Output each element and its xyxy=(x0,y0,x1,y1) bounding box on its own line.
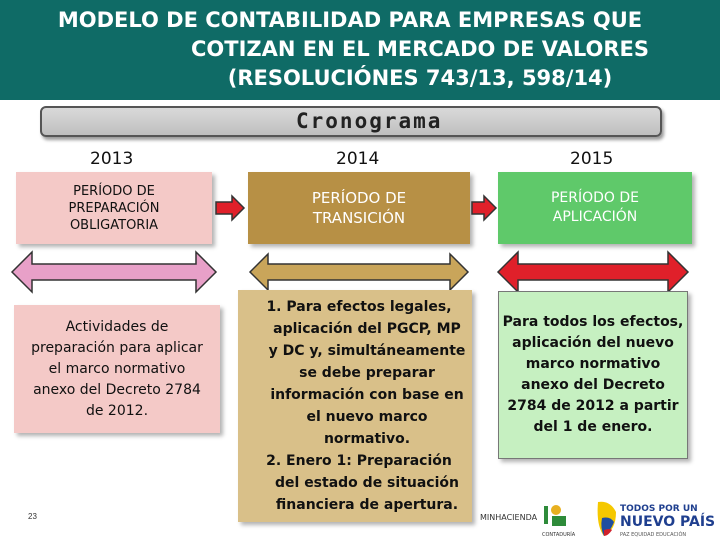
preparation-description-text: Actividades de preparación para aplicar el marco normativo anexo del Decreto 2784 de 2012. xyxy=(31,318,203,419)
phase-preparation-label: PERÍODO DE PREPARACIÓN OBLIGATORIA xyxy=(68,183,160,233)
footer-logos xyxy=(478,496,720,540)
transition-list xyxy=(244,296,466,516)
phase-transition-label: PERÍODO DE TRANSICIÓN xyxy=(311,189,407,227)
slogan-line-2: NUEVO PAÍS xyxy=(620,514,716,530)
application-description-text: Para todos los efectos, aplicación del nuevo marco normativo anexo del Decreto 2784 de 2012 a partir del 1 de enero. xyxy=(502,314,684,435)
year-2013: 2013 xyxy=(90,149,134,169)
phase-application-label: PERÍODO DE APLICACIÓN xyxy=(550,190,640,225)
year-2015: 2015 xyxy=(570,149,614,169)
page-number: 23 xyxy=(28,512,37,521)
slogan-line-1: TODOS POR UN xyxy=(620,504,698,514)
contaduria-logo-text: CONTADURÍA xyxy=(542,532,576,538)
transition-description xyxy=(238,290,472,522)
preparation-description xyxy=(14,305,220,433)
colombia-flag-icon xyxy=(598,502,616,536)
arrow-right-icon xyxy=(216,196,496,220)
title-line-1: MODELO DE CONTABILIDAD PARA EMPRESAS QUE xyxy=(57,8,643,32)
application-description xyxy=(498,291,688,459)
double-arrow-icon xyxy=(12,252,688,292)
contaduria-logo-icon xyxy=(544,505,566,526)
transition-item-1: 1. Para efectos legales, aplicación del PGCP, MP y DC y, simultáneamente se debe preparar información con base en el nuevo marco normativo. xyxy=(266,299,466,447)
slogan-line-3: PAZ EQUIDAD EDUCACIÓN xyxy=(620,532,687,538)
logo-strip xyxy=(478,496,720,540)
title-line-2: COTIZAN EN EL MERCADO DE VALORES xyxy=(190,37,649,61)
minhacienda-logo-text: MINHACIENDA xyxy=(480,513,538,522)
year-2014: 2014 xyxy=(336,149,380,169)
transition-item-2: 2. Enero 1: Preparación del estado de situación financiera de apertura. xyxy=(266,453,459,513)
title-line-3: (RESOLUCIÓNES 743/13, 598/14) xyxy=(227,66,613,90)
schedule-banner-label: Cronograma xyxy=(296,109,443,133)
